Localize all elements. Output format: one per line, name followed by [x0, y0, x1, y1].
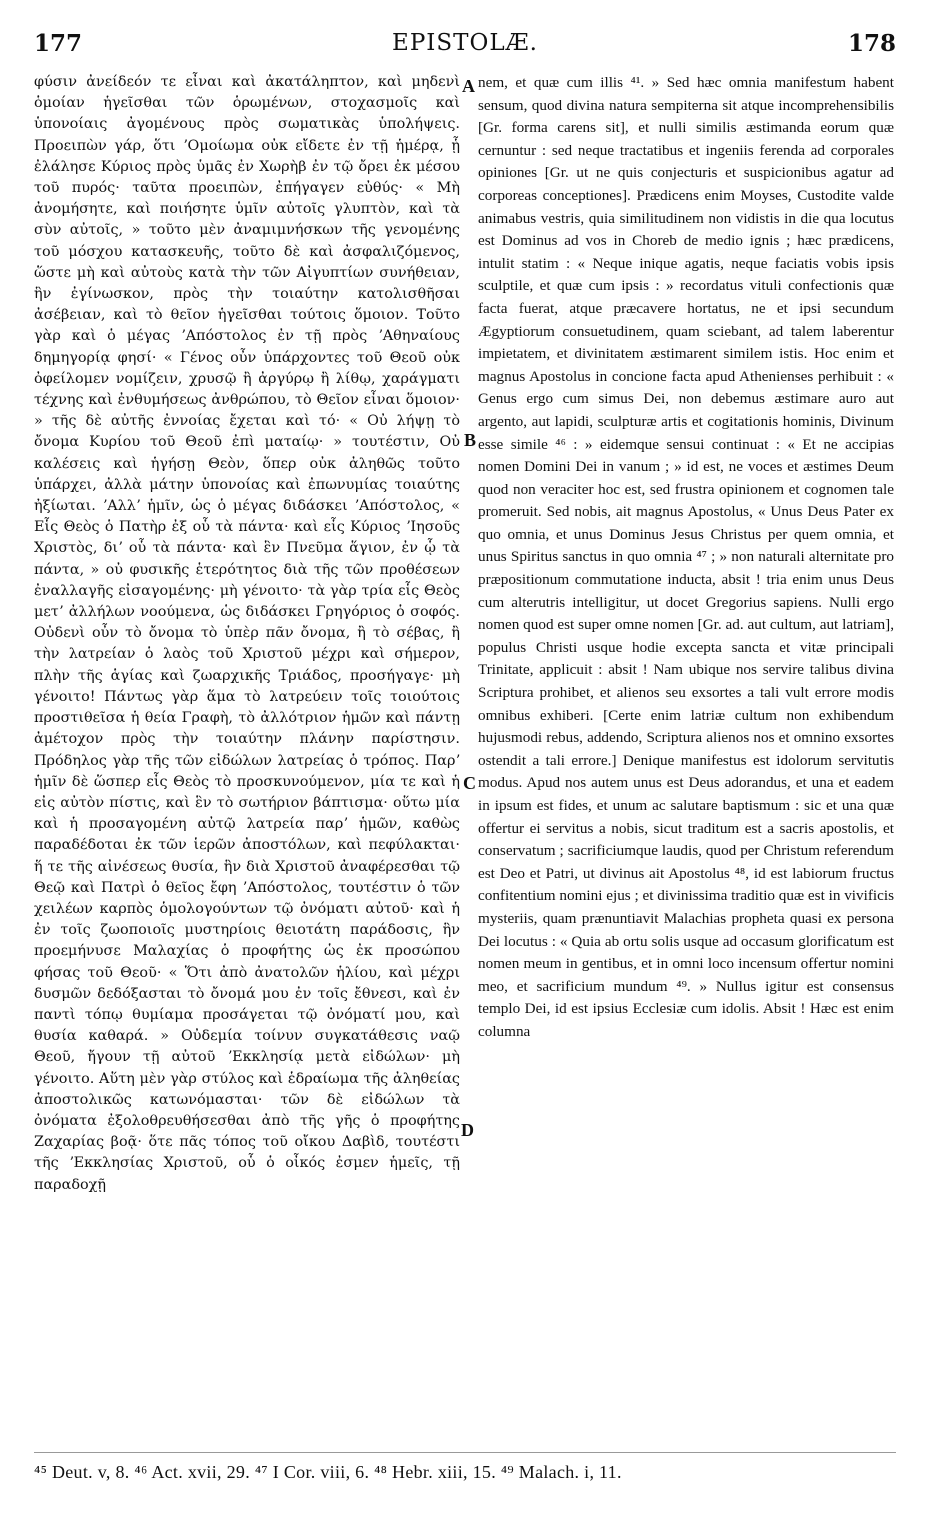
- footnote-divider: [34, 1452, 896, 1453]
- footnotes: ⁴⁵ Deut. v, 8. ⁴⁶ Act. xvii, 29. ⁴⁷ I Cor. viii, 6. ⁴⁸ Hebr. xiii, 15. ⁴⁹ Malach. i, 11.: [34, 1462, 622, 1482]
- greek-column: [34, 72, 460, 1444]
- running-title: EPISTOLÆ.: [392, 30, 538, 56]
- latin-column: [478, 72, 894, 1444]
- greek-text: φύσιν ἀνείδεόν τε εἶναι καὶ ἀκατάληπτον, καὶ μηδενὶ ὁμοίαν ἡγεῖσθαι τῶν ὁρωμένων, στοχασμοῖς καὶ ὑπονοίαις ἀγομένους πρὸς σωματικὰς ὑπολήψεις. Προειπὼν γάρ, ὅτι ʼΟμοίωμα οὐκ εἴδετε ἐν τῇ ἡμέρᾳ, ᾗ ἐλάλησε Κύριος πρὸς ὑμᾶς ἐν Χωρὴβ ἐν τῷ ὄρει ἐκ μέσου τοῦ πυρός· ταῦτα προειπὼν, ἐπήγαγεν εὐθύς· « Μὴ ἀνομήσητε, καὶ ποιήσητε ὑμῖν αὐτοῖς γλυπτὸν, καὶ τὰ σὺν αὐτοῖς, » τοῦτο μὲν ἀναμιμνήσκων τῆς γενομένης τοῦ μόσχου κατασκευῆς, τοῦτο δὲ καὶ ἀσφαλιζόμενος, ὥστε μὴ καὶ αὐτοὺς κατὰ τὴν τῶν Αἰγυπτίων συνήθειαν, ἣν ἐγίνωσκον, πρὸς τὴν τοιαύτην κατολισθῆσαι ἀσέβειαν, καὶ τὸ θεῖον ἡγεῖσθαι τούτοις ὅμοιον. Τοῦτο γὰρ καὶ ὁ μέγας ʼΑπόστολος ἐν τῇ πρὸς ʼΑθηναίους δημηγορίᾳ φησί· « Γένος οὖν ὑπάρχοντες τοῦ Θεοῦ οὐκ ὀφείλομεν νομίζειν, χρυσῷ ἢ ἀργύρῳ ἢ λίθῳ, χαράγματι τέχνης καὶ ἐνθυμήσεως ἀνθρώπου, τὸ Θεῖον εἶναι ὅμοιον· » τῆς δὲ αὐτῆς ἐννοίας ἔχεται καὶ τό· « Οὐ λήψῃ τὸ ὄνομα Κυρίου τοῦ Θεοῦ ἐπὶ ματαίῳ· » τουτέστιν, Οὐ καλέσεις καὶ ἡγήσῃ Θεὸν, ὅπερ οὐκ ἀληθῶς τοῦτο ὑπάρχει, ἀλλὰ μάτην ὑπονοίας καὶ ἐπωνυμίας τοιαύτης ἠξίωται. ʼΑλλʼ ἡμῖν, ὡς ὁ μέγας διδάσκει ʼΑπόστολος, « Εἷς Θεὸς ὁ Πατὴρ ἐξ οὗ τὰ πάντα· καὶ εἷς Κύριος ʼΙησοῦς Χριστὸς, διʼ οὗ τὰ πάντα· καὶ ἓν Πνεῦμα ἅγιον, ἐν ᾧ τὰ πάντα, » οὐ φυσικῆς ἑτερότητος διὰ τῆς τῶν προθέσεων ἐναλλαγῆς εἰσαγομένης· μὴ γένοιτο· τὰ γὰρ τρία εἷς Θεὸς μετʼ ἀλλήλων νοούμενα, ὡς διδάσκει Γρηγόριος ὁ σοφός. Οὐδενὶ οὖν τὸ ὄνομα τὸ ὑπὲρ πᾶν ὄνομα, ἢ τὸ σέβας, ἢ τὴν λατρείαν ὁ λαὸς τοῦ Χριστοῦ μέχρι καὶ σήμερον, πλὴν τῆς ἁγίας καὶ ζωαρχικῆς Τριάδος, προσήγαγε· μὴ γένοιτο! Πάντως γὰρ ἅμα τὸ λατρεύειν τοῖς τοιούτοις προστιθεῖσα ἡ θεία Γραφὴ, τὸ ἀλλότριον ἡμῶν καὶ πάντῃ ἀμέτοχον πρὸς τὴν τοιαύτην πλάνην παρίστησιν. Πρόδηλος γὰρ τῆς τῶν εἰδώλων λατρείας ὁ τρόπος. Παρʼ ἡμῖν δὲ ὥσπερ εἷς Θεὸς τὸ προσκυνούμενον, μία τε καὶ ἡ εἰς αὐτὸν πίστις, καὶ ἓν τὸ σωτήριον βάπτισμα· οὕτω μία καὶ ἡ προσαγομένη αὐτῷ λατρεία παρʼ ἡμῶν, καθὼς παραδέδοται ἐκ τῶν ἱερῶν ἀποστόλων, καὶ πεφύλακται· ἥ τε τῆς αἰνέσεως θυσία, ἣν διὰ Χριστοῦ ἀναφέρεσθαι τῷ Θεῷ καὶ Πατρὶ ὁ θεῖος ἔφη ʼΑπόστολος, τουτέστιν ὁ τῶν χειλέων καρπὸς ὁμολογούντων τῷ ὀνόματι αὐτοῦ· καὶ ἡ ἐν τοῖς ζωοποιοῖς μυστηρίοις θειοτάτη παράδοσις, ἣν προεμήνυσε Μαλαχίας ὁ προφήτης ὡς ἐκ προσώπου φήσας τοῦ Θεοῦ· « Ὅτι ἀπὸ ἀνατολῶν ἡλίου, καὶ μέχρι δυσμῶν δεδόξασται τὸ ὄνομά μου ἐν τοῖς ἔθνεσι, καὶ ἐν παντὶ τόπῳ θυμίαμα προσάγεται τῷ ὀνόματί μου, καὶ θυσία καθαρά. » Οὐδεμία τοίνυν συγκατάθεσις ναῷ Θεοῦ, ἤγουν τῇ αὐτοῦ ʼΕκκλησίᾳ μετὰ εἰδώλων· μὴ γένοιτο. Αὕτη μὲν γὰρ στύλος καὶ ἑδραίωμα τῆς ἀληθείας ἀποστολικῶς κατωνόμασται· τῶν δὲ εἰδώλων τὰ ὀνόματα ἐξολοθρευθήσεσθαι ἀπὸ τῆς γῆς ὁ προφήτης Ζαχαρίας βοᾷ· ὅτε πᾶς τόπος τοῦ οἴκου Δαβὶδ, τουτέστι τῆς ʼΕκκλησίας Χριστοῦ, οὗ ὁ οἶκός ἐσμεν ἡμεῖς, τῇ παραδοχῇ: [34, 74, 460, 1193]
- margin-letter-a: A: [462, 76, 475, 96]
- page-header: [34, 30, 896, 64]
- margin-letter-c: C: [463, 773, 476, 793]
- margin-letter-b: B: [464, 430, 477, 450]
- margin-letter-d: D: [461, 1120, 474, 1140]
- left-page-number: 177: [34, 30, 83, 57]
- latin-text: nem, et quæ cum illis ⁴¹. » Sed hæc omnia manifestum habent sensum, quod divina natura sempiterna sit atque incomprehensibilis [Gr. forma carens sit], et nulli similis æstimanda eorum quæ cernuntur : sed neque tractatibus et ingeniis ferenda ad corporales opiniones [Gr. ut ne quis conjecturis et suspicionibus agatur ad corporeas conceptiones]. Prædicens enim Moyses, Custodite valde animabus vestris, quia similitudinem non vidistis in die qua locutus est Dominus ad vos in Choreb de medio ignis ; hæc prædicens, intulit statim : « Neque inique agatis, neque faciatis vobis ipsis sculptile, et quæ cum ipsis : » recordatus vituli confectionis quæ facta fuerat, atque præcavere hortatus, ne et ipsi secundum Ægyptiorum consuetudinem, quam sciebant, ad talem laberentur impietatem, et divinitatem æstimarent similem istis. Hoc enim et magnus Apostolus in concione facta apud Athenienses perhibuit : « Genus ergo cum simus Dei, non debemus æstimare auro aut argento, aut lapidi, sculpturæ artis et cogitationis hominis, Divinum esse simile ⁴⁶ : » eidemque sensui continuat : « Et ne accipias nomen Domini Dei in vanum ; » id est, ne voces et æstimes Deum quod non veraciter hoc est, sed frustra opinionem et cognomen tale promeruit. Sed nobis, ait magnus Apostolus, « Unus Deus Pater ex quo omnia, et unus Dominus Jesus Christus per quem omnia, et unus Spiritus sanctus in quo omnia ⁴⁷ ; » non naturali alternitate pro præpositionum commutatione inducta, absit ! tria enim unus Deus cum alterutris intelligitur, ut docet Gregorius sapiens. Nulli ergo nomen quod est super omne nomen [Gr. ad. aut cultum, aut latriam], populus Christi usque hodie excepta sancta et vitæ principali Trinitate, applicuit : absit ! Nam ubique nos servire talibus divina Scriptura prohibet, et alienos seu exsortes a tali vult errore modis omnibus exhiberi. [Certe enim latriæ cultum non exhibendum hujusmodi rebus, addendo, Scriptura alienos nos et omnino exsortes ostendit a tali errore.] Denique manifestus est idolorum servitutis modus. Apud nos autem unus est Deus adorandus, et una et eadem in ipsum est fides, et unum ac salutare baptismum : sic et una quæ offertur ei servitus a nobis, sicut traditum est a sacris apostolis, et conservatum ; sacrificiumque laudis, quod per Christum referendum est Deo et Patri, ut divinus ait Apostolus ⁴⁸, id est labiorum fructus confitentium nomini ejus ; et divinissima traditio quæ est in vivificis mysteriis, quam prænuntiavit Malachias propheta quasi ex persona Dei locutus : « Quia ab ortu solis usque ad occasum glorificatum est nomen meum in gentibus, et in omni loco incensum offertur nomini meo, et sacrificium mundum ⁴⁹. » Nullus igitur est consensus templo Dei, id est ipsius Ecclesiæ cum idolis. Absit ! Hæc est enim columna: [478, 74, 894, 1040]
- right-page-number: 178: [847, 30, 896, 57]
